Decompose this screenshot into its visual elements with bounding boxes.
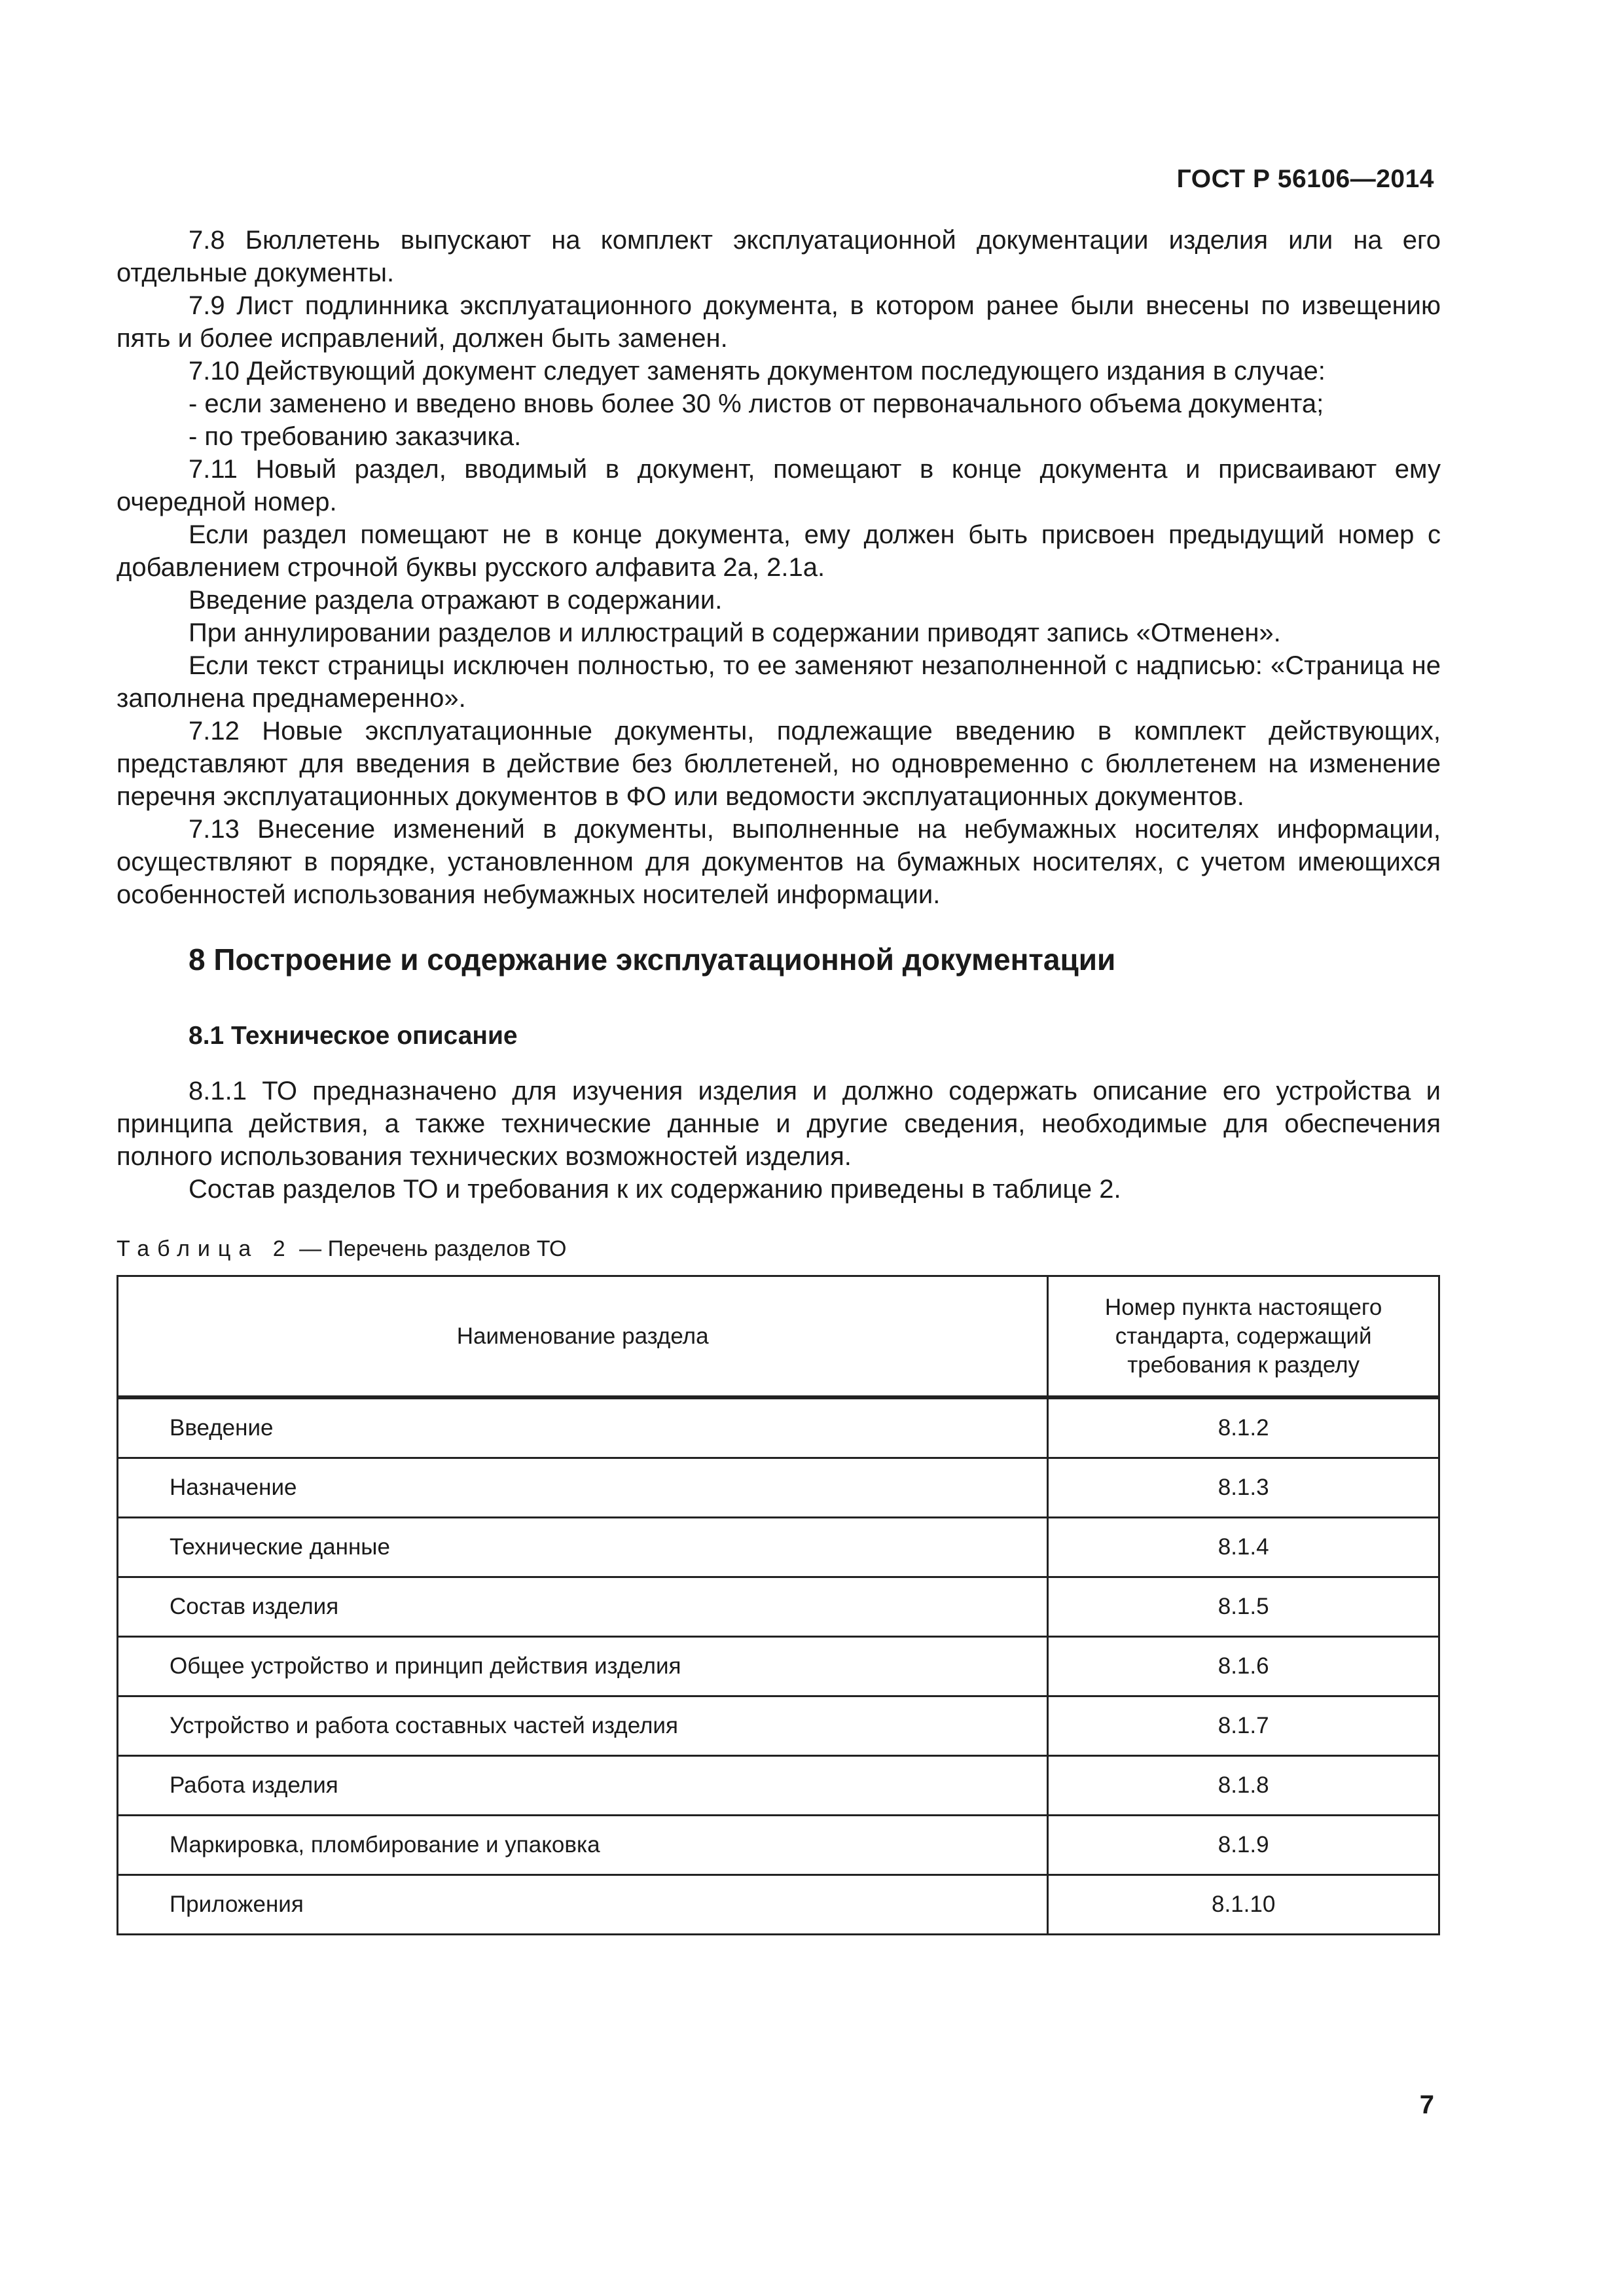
table-caption-label: Таблица 2 — [117, 1236, 293, 1261]
table-row — [118, 1458, 1439, 1518]
table-caption — [117, 1234, 1441, 1263]
list-item-customer-request: - по требованию заказчика. — [189, 422, 522, 451]
sections-table — [117, 1275, 1440, 1935]
table-cell-name: Приложения — [118, 1875, 1048, 1935]
paragraph-7-10: 7.10 Действующий документ следует заменять документом последующего издания в случае: — [189, 357, 1326, 386]
table-cell-number: 8.1.6 — [1048, 1637, 1439, 1696]
table-cell-number: 8.1.4 — [1048, 1518, 1439, 1577]
table-row — [118, 1397, 1439, 1458]
paragraph-7-8: 7.8 Бюллетень выпускают на комплект эксплуатационной документации изделия или на его отдельные документы. — [117, 226, 1441, 287]
page-number: 7 — [1419, 2090, 1434, 2119]
table-cell-name: Назначение — [118, 1458, 1048, 1518]
subsection-title: 8.1 Техническое описание — [189, 1022, 518, 1050]
table-row — [118, 1637, 1439, 1696]
paragraph-cancelled-note: При аннулировании разделов и иллюстраций в содержании приводят запись «Отменен». — [189, 619, 1281, 647]
table-cell-name: Маркировка, пломбирование и упаковка — [118, 1816, 1048, 1875]
document-header: ГОСТ Р 56106—2014 — [1176, 165, 1434, 193]
paragraph-8-1-1: 8.1.1 ТО предназначено для изучения изделия и должно содержать описание его устройства и принципа действия, а также технические данные и другие сведения, необходимые для обеспечения полного использования технических возможностей изделия. — [117, 1077, 1441, 1171]
table-cell-number: 8.1.5 — [1048, 1577, 1439, 1637]
paragraph-table-reference: Состав разделов ТО и требования к их содержанию приведены в таблице 2. — [189, 1175, 1121, 1204]
list-item-replaced-sheets: - если заменено и введено вновь более 30 % листов от первоначального объема документа; — [189, 389, 1324, 418]
table-cell-number: 8.1.9 — [1048, 1816, 1439, 1875]
section-title: 8 Построение и содержание эксплуатационной документации — [189, 942, 1116, 977]
table-header-row — [118, 1276, 1439, 1398]
table-cell-name: Состав изделия — [118, 1577, 1048, 1637]
table-cell-number: 8.1.7 — [1048, 1696, 1439, 1756]
column-header-name: Наименование раздела — [118, 1276, 1048, 1398]
table-cell-name: Технические данные — [118, 1518, 1048, 1577]
paragraph-section-contents: Введение раздела отражают в содержании. — [189, 586, 723, 615]
column-header-number-text: Номер пункта настоящего стандарта, содержащий требования к разделу — [1104, 1294, 1382, 1378]
table-cell-number: 8.1.2 — [1048, 1397, 1439, 1458]
table-cell-name: Введение — [118, 1397, 1048, 1458]
table-row — [118, 1577, 1439, 1637]
table-row — [118, 1756, 1439, 1816]
paragraph-section-placement: Если раздел помещают не в конце документа, ему должен быть присвоен предыдущий номер с добавлением строчной буквы русского алфавита 2а, 2.1а. — [117, 520, 1441, 582]
column-header-number — [1048, 1276, 1439, 1398]
table-row — [118, 1696, 1439, 1756]
table-row — [118, 1875, 1439, 1935]
table-row — [118, 1816, 1439, 1875]
paragraph-7-12: 7.12 Новые эксплуатационные документы, подлежащие введению в комплект действующих, представляют для введения в действие без бюллетеней, но одновременно с бюллетенем на изменение перечня эксплуатационных документов в ФО или ведомости эксплуатационных документов. — [117, 717, 1441, 811]
table-cell-number: 8.1.3 — [1048, 1458, 1439, 1518]
table-cell-name: Устройство и работа составных частей изделия — [118, 1696, 1048, 1756]
paragraph-7-9: 7.9 Лист подлинника эксплуатационного документа, в котором ранее были внесены по извещению пять и более исправлений, должен быть заменен. — [117, 291, 1441, 353]
paragraph-7-11: 7.11 Новый раздел, вводимый в документ, помещают в конце документа и присваивают ему очередной номер. — [117, 455, 1441, 516]
table-cell-number: 8.1.8 — [1048, 1756, 1439, 1816]
paragraph-blank-page: Если текст страницы исключен полностью, то ее заменяют незаполненной с надписью: «Страница не заполнена преднамеренно». — [117, 651, 1441, 713]
table-cell-number: 8.1.10 — [1048, 1875, 1439, 1935]
table-cell-name: Общее устройство и принцип действия изделия — [118, 1637, 1048, 1696]
table-row — [118, 1518, 1439, 1577]
table-cell-name: Работа изделия — [118, 1756, 1048, 1816]
paragraph-7-13: 7.13 Внесение изменений в документы, выполненные на небумажных носителях информации, осуществляют в порядке, установленном для документов на бумажных носителях, с учетом имеющихся особенностей использования небумажных носителей информации. — [117, 815, 1441, 909]
page-content — [117, 224, 1441, 1935]
table-caption-text: — Перечень разделов ТО — [299, 1236, 567, 1261]
